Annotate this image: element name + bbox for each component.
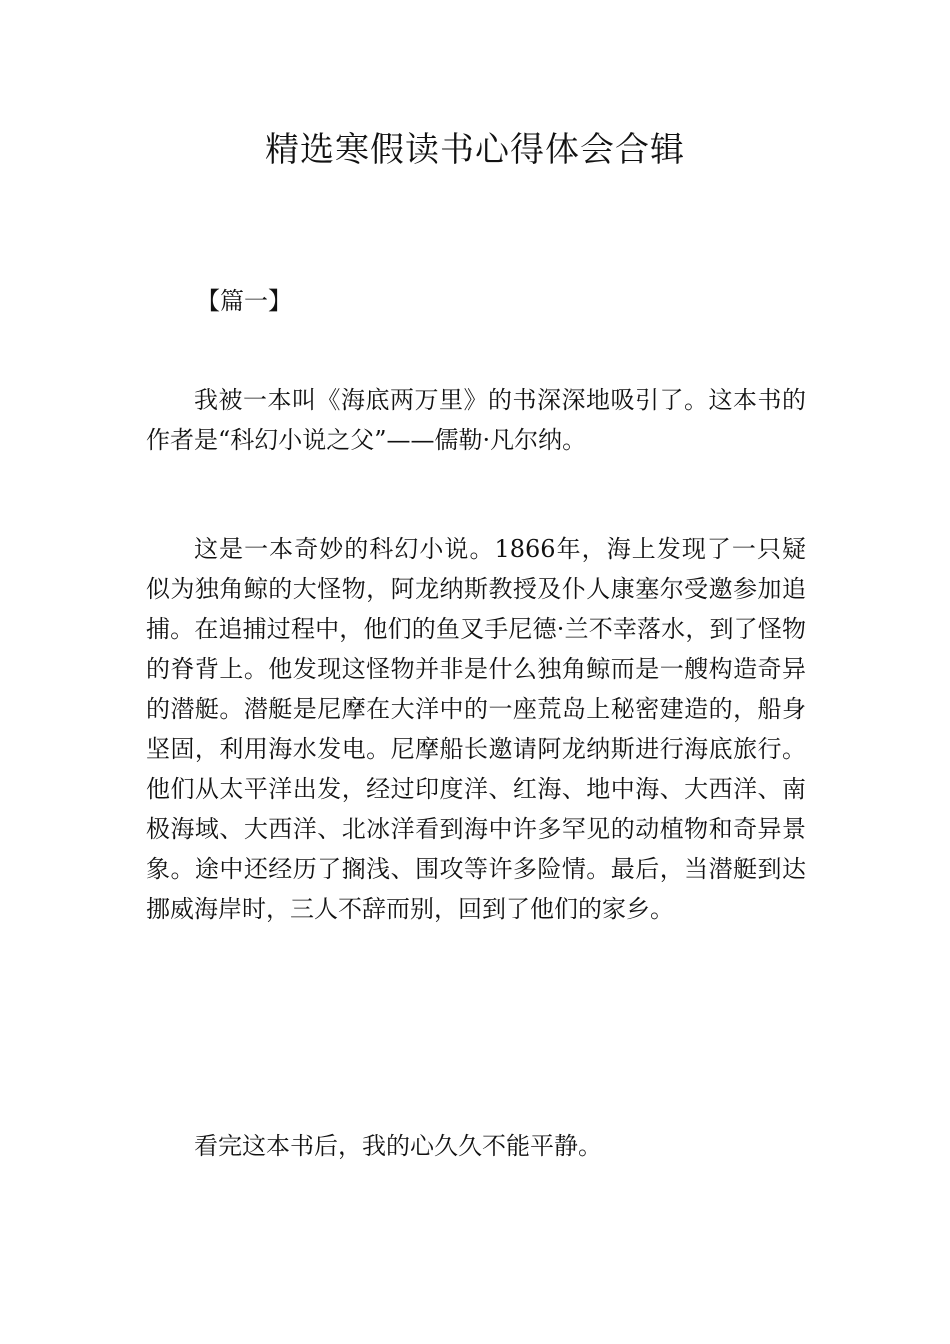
paragraph-1: 我被一本叫《海底两万里》的书深深地吸引了。这本书的作者是“科幻小说之父”——儒勒·凡尔纳。	[146, 386, 806, 454]
document-title: 精选寒假读书心得体会合辑	[265, 130, 685, 170]
section-label: 【篇一】	[196, 287, 292, 315]
paragraph-2: 这是一本奇妙的科幻小说。1866年，海上发现了一只疑似为独角鲸的大怪物，阿龙纳斯教授及仆人康塞尔受邀参加追捕。在追捕过程中，他们的鱼叉手尼德·兰不幸落水，到了怪物的脊背上。他发现这怪物并非是什么独角鲸而是一艘构造奇异的潜艇。潜艇是尼摩在大洋中的一座荒岛上秘密建造的，船身坚固，利用海水发电。尼摩船长邀请阿龙纳斯进行海底旅行。他们从太平洋出发，经过印度洋、红海、地中海、大西洋、南极海域、大西洋、北冰洋看到海中许多罕见的动植物和奇异景象。途中还经历了搁浅、围攻等许多险情。最后，当潜艇到达挪威海岸时，三人不辞而别，回到了他们的家乡。	[146, 535, 806, 923]
paragraph-3: 看完这本书后，我的心久久不能平静。	[194, 1132, 602, 1160]
